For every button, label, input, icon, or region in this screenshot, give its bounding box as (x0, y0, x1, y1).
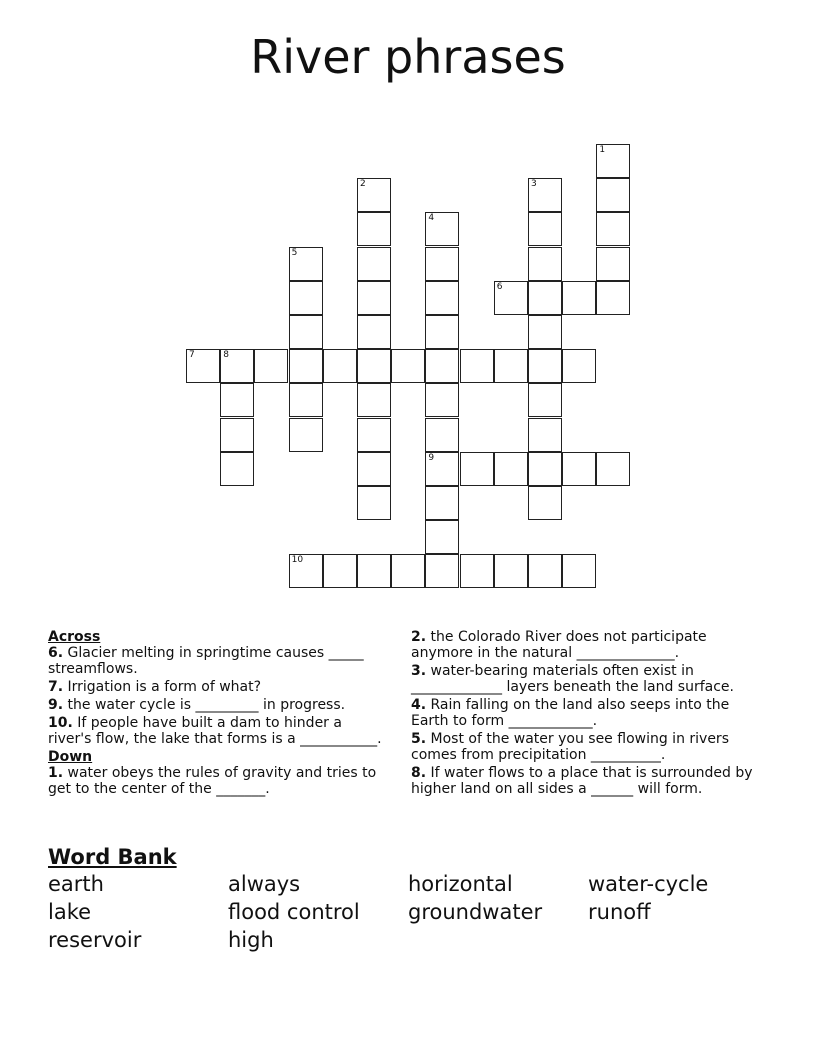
crossword-cell[interactable] (391, 554, 425, 588)
crossword-cell[interactable] (357, 247, 391, 281)
crossword-cell[interactable] (357, 418, 391, 452)
crossword-cell[interactable] (425, 212, 459, 246)
clue-down-1: 1. water obeys the rules of gravity and tries to get to the center of the _______. (48, 765, 377, 797)
clue-number: 8 (223, 350, 229, 361)
crossword-cell[interactable] (562, 554, 596, 588)
clue-across-6: 6. Glacier melting in springtime causes _____ streamflows. (48, 645, 364, 677)
crossword-cell[interactable] (425, 418, 459, 452)
crossword-cell[interactable] (357, 281, 391, 315)
crossword-cell[interactable] (323, 554, 357, 588)
crossword-cell[interactable] (460, 349, 494, 383)
crossword-cell[interactable] (528, 452, 562, 486)
crossword-cell[interactable] (528, 247, 562, 281)
crossword-cell[interactable] (528, 383, 562, 417)
clue-number: 7 (189, 350, 195, 361)
clue-across-9: 9. the water cycle is _________ in progress. (48, 697, 346, 713)
crossword-cell[interactable] (425, 554, 459, 588)
across-heading: Across (48, 629, 101, 645)
crossword-cell[interactable] (357, 349, 391, 383)
clue-down-3: 3. water-bearing materials often exist in _____________ layers beneath the land surface. (411, 663, 734, 695)
crossword-cell[interactable] (425, 452, 459, 486)
crossword-cell[interactable] (425, 520, 459, 554)
crossword-cell[interactable] (357, 452, 391, 486)
crossword-cell[interactable] (460, 452, 494, 486)
crossword-cell[interactable] (391, 349, 425, 383)
crossword-cell[interactable] (494, 452, 528, 486)
word-bank-title: Word Bank (48, 845, 177, 869)
crossword-cell[interactable] (289, 315, 323, 349)
crossword-cell[interactable] (528, 418, 562, 452)
crossword-cell[interactable] (562, 452, 596, 486)
crossword-cell[interactable] (460, 554, 494, 588)
clue-number: 9 (428, 452, 435, 463)
crossword-cell[interactable] (528, 212, 562, 246)
crossword-cell[interactable] (528, 554, 562, 588)
crossword-cell[interactable] (289, 281, 323, 315)
word-bank-item: groundwater (408, 900, 543, 924)
clue-number: 2 (360, 179, 366, 190)
crossword-cell[interactable] (425, 247, 459, 281)
crossword-cell[interactable] (425, 281, 459, 315)
crossword-cell[interactable] (357, 554, 391, 588)
crossword-cell[interactable] (186, 349, 220, 383)
crossword-cell[interactable] (596, 247, 630, 281)
clue-number: 4 (428, 213, 435, 224)
crossword-cell[interactable] (494, 349, 528, 383)
crossword-cell[interactable] (494, 281, 528, 315)
crossword-cell[interactable] (220, 452, 254, 486)
clue-number: 6 (496, 281, 503, 292)
crossword-cell[interactable] (357, 212, 391, 246)
clue-down-8: 8. If water flows to a place that is surrounded by higher land on all sides a ______ will form. (411, 765, 753, 797)
word-bank-item: runoff (588, 900, 651, 924)
word-bank-item: flood control (228, 900, 360, 924)
crossword-cell[interactable] (528, 315, 562, 349)
clue-number: 1 (599, 145, 606, 155)
down-heading: Down (48, 749, 93, 765)
crossword-cell[interactable] (357, 315, 391, 349)
clue-number: 5 (291, 247, 298, 258)
clues-right-column (411, 629, 771, 799)
word-bank-item: horizontal (408, 872, 513, 896)
crossword-cell[interactable] (596, 178, 630, 212)
crossword-cell[interactable] (596, 212, 630, 246)
crossword-cell[interactable] (596, 452, 630, 486)
crossword-cell[interactable] (220, 418, 254, 452)
crossword-cell[interactable] (562, 281, 596, 315)
clue-across-10: 10. If people have built a dam to hinder a river's flow, the lake that forms is a ___________. (48, 715, 382, 747)
word-bank-item: lake (48, 900, 92, 924)
clue-number: 10 (291, 555, 304, 566)
crossword-cell[interactable] (596, 281, 630, 315)
clue-across-7: 7. Irrigation is a form of what? (48, 679, 262, 695)
crossword-cell[interactable] (289, 349, 323, 383)
clue-number: 3 (531, 179, 537, 190)
word-bank (48, 872, 808, 953)
crossword-cell[interactable] (220, 349, 254, 383)
crossword-cell[interactable] (596, 144, 630, 178)
crossword-cell[interactable] (220, 383, 254, 417)
page-title: River phrases (250, 30, 566, 84)
word-bank-item: always (228, 872, 301, 896)
crossword-cell[interactable] (289, 383, 323, 417)
crossword-cell[interactable] (289, 554, 323, 588)
crossword-cell[interactable] (425, 349, 459, 383)
crossword-cell[interactable] (357, 383, 391, 417)
crossword-cell[interactable] (562, 349, 596, 383)
crossword-cell[interactable] (323, 349, 357, 383)
crossword-cell[interactable] (425, 486, 459, 520)
clues-left-column (48, 629, 388, 799)
crossword-cell[interactable] (425, 383, 459, 417)
word-bank-item: water-cycle (588, 872, 709, 896)
clue-down-5: 5. Most of the water you see flowing in rivers comes from precipitation __________. (411, 731, 729, 763)
clue-down-2: 2. the Colorado River does not participate anymore in the natural ______________. (411, 629, 707, 661)
word-bank-item: reservoir (48, 928, 142, 952)
clue-down-4: 4. Rain falling on the land also seeps into the Earth to form ____________. (411, 697, 730, 729)
crossword-cell[interactable] (494, 554, 528, 588)
crossword-cell[interactable] (357, 486, 391, 520)
word-bank-item: high (228, 928, 274, 952)
crossword-cell[interactable] (528, 178, 562, 212)
crossword-cell[interactable] (289, 418, 323, 452)
crossword-cell[interactable] (254, 349, 288, 383)
crossword-cell[interactable] (289, 247, 323, 281)
crossword-cell[interactable] (528, 281, 562, 315)
crossword-cell[interactable] (528, 486, 562, 520)
crossword-cell[interactable] (528, 349, 562, 383)
crossword-cell[interactable] (357, 178, 391, 212)
word-bank-item: earth (48, 872, 104, 896)
crossword-cell[interactable] (425, 315, 459, 349)
